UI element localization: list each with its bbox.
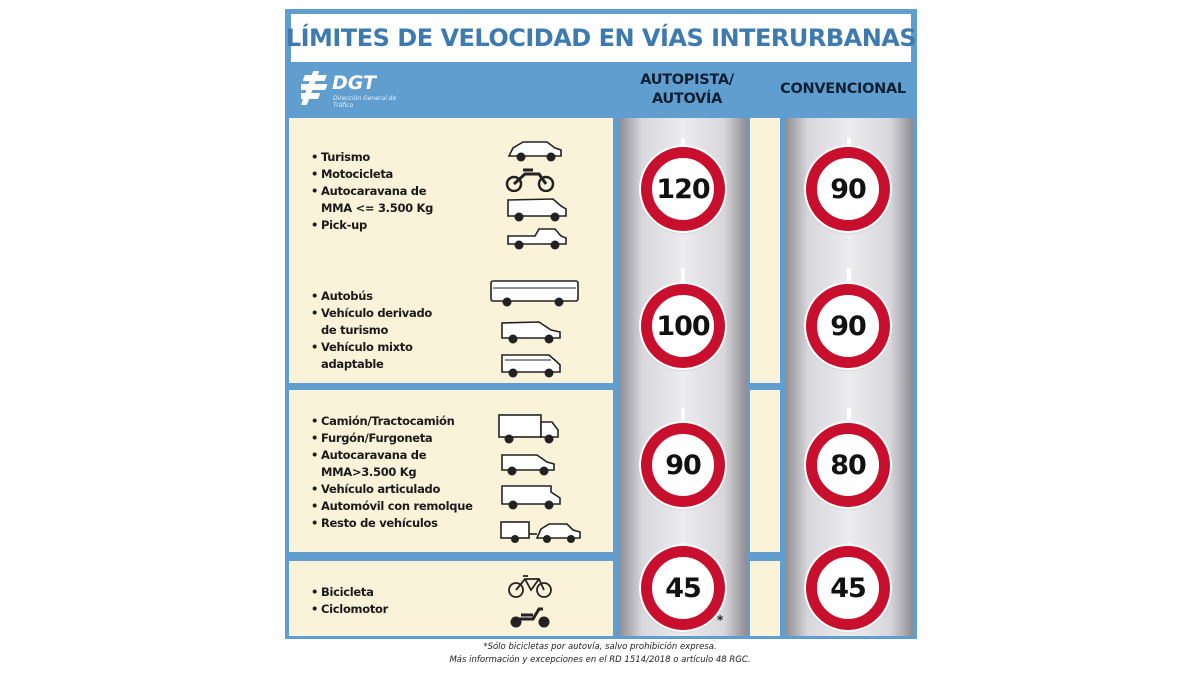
list-item: MMA>3.500 Kg [321,465,417,479]
van-icon [499,450,557,478]
footnote [300,641,900,667]
divider-strip [750,258,780,383]
moped-icon [507,603,553,629]
poster-title: LÍMITES DE VELOCIDAD EN VÍAS INTERURBANAS [285,24,917,52]
motorhome-icon [499,482,563,512]
speed-value: 90 [830,173,866,205]
list-item: • Autocaravana de [311,447,473,464]
list-item: • Ciclomotor [311,601,388,618]
speed-value: 90 [830,310,866,342]
speed-value: 45 [830,572,866,604]
header-convencional: CONVENCIONAL [780,81,906,97]
header-autopista [621,71,753,109]
list-item: • Resto de vehículos [311,515,473,532]
speed-sign-autopista-row3 [641,423,725,507]
car-with-trailer-icon [499,518,583,546]
speed-value: 80 [830,449,866,481]
list-item: MMA <= 3.500 Kg [321,201,434,215]
footnote-line-1: *Sólo bicicletas por autovía, salvo prohibición expresa. [483,642,717,652]
speed-sign-convencional-row2 [806,284,890,368]
speed-limit-poster [285,9,917,639]
list-item: • Vehículo mixto [311,339,432,356]
header-autopista-line2: AUTOVÍA [651,91,723,107]
list-item: adaptable [321,357,384,371]
logo-subtitle: Dirección General de Tráfico [333,95,397,109]
vehicle-row-3 [289,390,613,552]
speed-sign-autopista-row1 [641,147,725,231]
speed-sign-convencional-row1 [806,147,890,231]
car-icon [505,136,565,164]
speed-sign-autopista-row4 [641,546,725,630]
bus-icon [489,278,581,308]
list-item: • Autocaravana de [311,183,433,200]
truck-icon [497,412,561,446]
speed-sign-autopista-row2 [641,284,725,368]
footnote-line-2: Más información y excepciones en el RD 1514/2018 o artículo 48 RGC. [449,655,751,665]
vehicle-row-4 [289,561,613,636]
title-box [285,14,917,62]
header-autopista-line1: AUTOPISTA/ [640,72,734,88]
list-item: • Turismo [311,149,433,166]
vehicle-row-1 [289,118,613,259]
speed-value: 45 [665,572,701,604]
minibus-icon [499,350,563,380]
list-item: • Motocicleta [311,166,433,183]
bicycle-icon [507,573,553,599]
list-item: • Vehículo articulado [311,481,473,498]
divider-strip [750,390,780,552]
list-item: • Autobús [311,288,432,305]
list-item: • Bicicleta [311,584,388,601]
motorhome-icon [505,194,569,224]
list-item: • Automóvil con remolque [311,498,473,515]
speed-value: 90 [665,449,701,481]
speed-sign-convencional-row4 [806,546,890,630]
list-item: • Vehículo derivado [311,305,432,322]
list-item: • Camión/Tractocamión [311,413,473,430]
list-item: de turismo [321,323,389,337]
speed-value: 120 [656,173,710,205]
divider-strip [750,561,780,636]
list-item: • Pick-up [311,217,433,234]
list-item: • Furgón/Furgoneta [311,430,473,447]
asterisk-mark: * [717,613,724,627]
speed-value: 100 [656,310,710,342]
divider-strip [750,118,780,259]
speed-sign-convencional-row3 [806,423,890,507]
vehicle-row-2 [289,258,613,383]
motorcycle-icon [505,166,555,192]
logo-text: DGT [332,72,376,94]
van-icon [499,316,563,346]
pickup-icon [505,224,569,252]
